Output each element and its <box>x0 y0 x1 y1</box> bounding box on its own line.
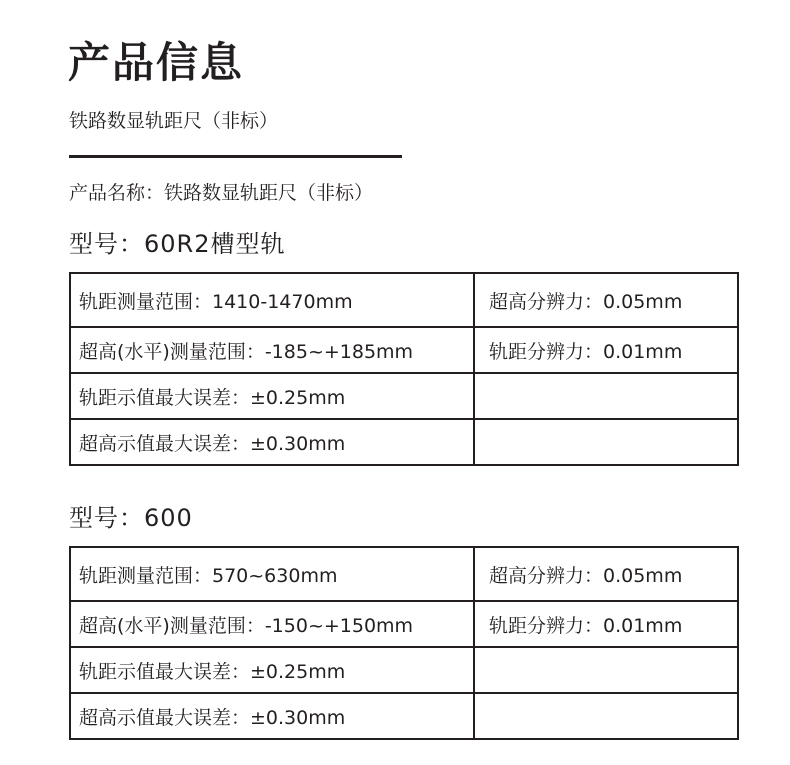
table-row <box>70 327 738 373</box>
spec-cell: 超高(水平)测量范围：-185~+185mm <box>70 327 474 373</box>
spec-cell: 轨距测量范围：570~630mm <box>70 547 474 601</box>
product-name: 产品名称：铁路数显轨距尺（非标） <box>69 182 374 204</box>
spec-cell: 轨距示值最大误差：±0.25mm <box>70 647 474 693</box>
page-subtitle: 铁路数显轨距尺（非标） <box>69 110 279 132</box>
spec-cell: 超高(水平)测量范围：-150~+150mm <box>70 601 474 647</box>
spec-cell <box>474 419 738 465</box>
table-row <box>70 373 738 419</box>
spec-cell: 轨距分辨力：0.01mm <box>474 601 738 647</box>
table-row <box>70 601 738 647</box>
table-row <box>70 693 738 739</box>
model-heading: 型号：600 <box>69 504 193 532</box>
spec-cell: 轨距示值最大误差：±0.25mm <box>70 373 474 419</box>
spec-cell <box>474 373 738 419</box>
spec-table <box>69 272 739 466</box>
spec-cell: 轨距测量范围：1410-1470mm <box>70 273 474 327</box>
spec-cell: 轨距分辨力：0.01mm <box>474 327 738 373</box>
model-heading: 型号：60R2槽型轨 <box>69 230 286 258</box>
table-row <box>70 547 738 601</box>
table-row <box>70 273 738 327</box>
page-title: 产品信息 <box>68 38 245 87</box>
spec-table <box>69 546 739 740</box>
table-row <box>70 647 738 693</box>
spec-cell: 超高示值最大误差：±0.30mm <box>70 419 474 465</box>
title-divider <box>69 155 402 158</box>
spec-cell: 超高示值最大误差：±0.30mm <box>70 693 474 739</box>
spec-cell: 超高分辨力：0.05mm <box>474 273 738 327</box>
spec-cell: 超高分辨力：0.05mm <box>474 547 738 601</box>
spec-cell <box>474 647 738 693</box>
table-row <box>70 419 738 465</box>
spec-cell <box>474 693 738 739</box>
